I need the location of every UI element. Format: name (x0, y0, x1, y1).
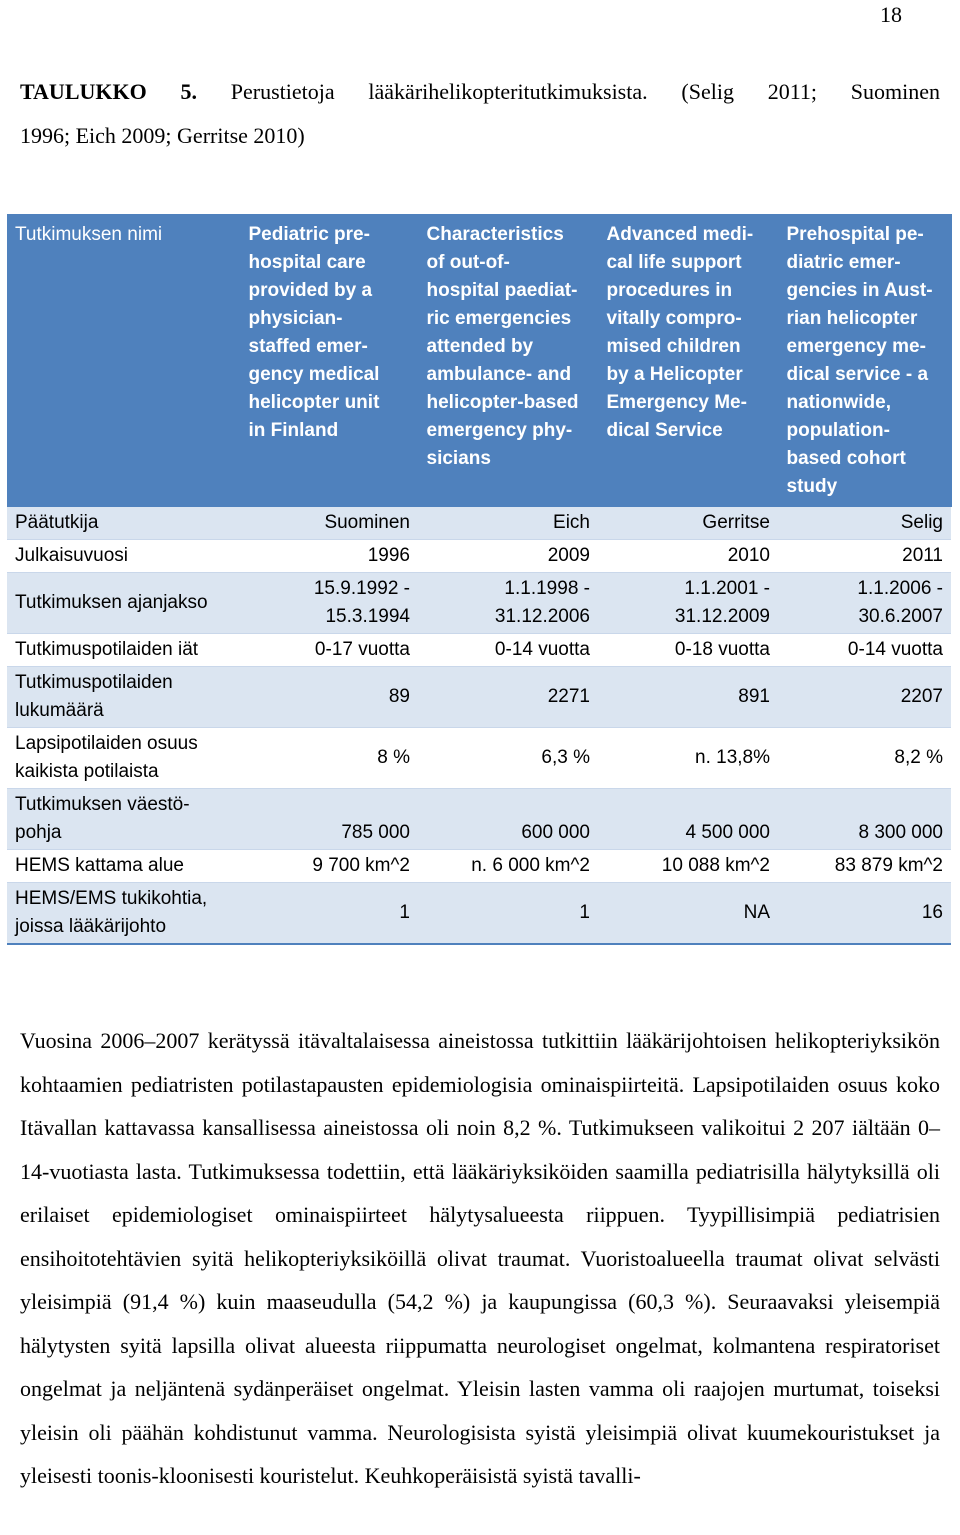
cell: 2010 (598, 540, 778, 573)
table-row (7, 789, 951, 850)
cell: 83 879 km^2 (778, 850, 951, 883)
cell: 1.1.2001 - 31.12.2009 (598, 573, 778, 634)
cell: 2271 (418, 667, 598, 728)
table-row (7, 850, 951, 883)
cell: 6,3 % (418, 728, 598, 789)
cell: 1 (240, 883, 418, 945)
caption-text-line2: 1996; Eich 2009; Gerritse 2010) (20, 123, 305, 148)
row-label-hems-area: HEMS kattama alue (7, 850, 240, 883)
cell: 0-14 vuotta (778, 634, 951, 667)
table-row (7, 728, 951, 789)
header-first-cell: Tutkimuksen nimi (7, 214, 240, 506)
cell: 600 000 (418, 789, 598, 850)
caption-label: TAULUKKO 5. (20, 79, 197, 104)
row-label-patient-ages: Tutkimuspotilaiden iät (7, 634, 240, 667)
cell: n. 6 000 km^2 (418, 850, 598, 883)
cell: 1.1.1998 - 31.12.2006 (418, 573, 598, 634)
row-label-population-base: Tutkimuksen väestö- pohja (7, 789, 240, 850)
cell: Eich (418, 506, 598, 540)
cell: 785 000 (240, 789, 418, 850)
cell: 2009 (418, 540, 598, 573)
page-number: 18 (880, 2, 902, 27)
cell: 10 088 km^2 (598, 850, 778, 883)
table-header-row (7, 214, 951, 506)
table-row (7, 883, 951, 945)
cell: 8 300 000 (778, 789, 951, 850)
cell: 2207 (778, 667, 951, 728)
cell: Selig (778, 506, 951, 540)
cell: 89 (240, 667, 418, 728)
header-study-eich: Characteristics of out-of- hospital paediat- ric emergencies attended by ambulance- and helicopter-based emergency phy- sicians (418, 214, 598, 506)
table-row (7, 667, 951, 728)
cell: 4 500 000 (598, 789, 778, 850)
cell: 16 (778, 883, 951, 945)
table-row (7, 540, 951, 573)
cell: Gerritse (598, 506, 778, 540)
cell: 0-14 vuotta (418, 634, 598, 667)
cell: 8,2 % (778, 728, 951, 789)
header-study-selig: Prehospital pe- diatric emer- gencies in Aust- rian helicopter emergency me- dical service - a nationwide, population- based cohort study (778, 214, 951, 506)
cell: 1996 (240, 540, 418, 573)
row-label-publication-year: Julkaisuvuosi (7, 540, 240, 573)
table-row (7, 506, 951, 540)
table-row (7, 573, 951, 634)
row-label-physician-bases: HEMS/EMS tukikohtia, joissa lääkärijohto (7, 883, 240, 945)
table-row (7, 634, 951, 667)
header-study-suominen: Pediatric pre- hospital care provided by a physician- staffed emer- gency medical helicopter unit in Finland (240, 214, 418, 506)
cell: 1 (418, 883, 598, 945)
table-caption (20, 70, 940, 158)
cell: 9 700 km^2 (240, 850, 418, 883)
cell: NA (598, 883, 778, 945)
body-text (20, 1019, 940, 1498)
body-paragraph: Vuosina 2006–2007 kerätyssä itävaltalaisessa aineistossa tutkittiin lääkärijohtoisen helikopteriyksikön kohtaamien pediatristen potilastapausten epidemiologisia ominaispiirteitä. Lapsipotilaiden osuus koko Itävallan kattavassa kansallisessa aineistossa oli noin 8,2 %. Tutkimukseen valikoitui 2 207 iältään 0–14-vuotiasta lasta. Tutkimuksessa todettiin, että lääkäriyksiköiden saamilla pediatrisilla hälytyksillä oli erilaiset epidemiologiset ominaispiirteet hälytysalueesta riippuen. Tyypillisimpiä pediatrisien ensihoitotehtävien syitä helikopteriyksiköillä olivat traumat. Vuoristoalueella traumat olivat selvästi yleisimpiä (91,4 %) kuin maaseudulla (54,2 %) ja kaupungissa (60,3 %). Seuraavaksi yleisempiä hälytysten syitä lapsilla olivat alueesta riippumatta neurologiset ongelmat, kolmantena respiratoriset ongelmat ja neljäntenä sydänperäiset ongelmat. Yleisin lasten vamma oli raajojen murtumat, toiseksi yleisin oli päähän kohdistunut vamma. Neurologisista syistä yleisimpiä olivat kuumekouristukset ja yleisesti toonis-kloonisesti kouristelut. Keuhkoperäisistä syistä tavalli- (20, 1028, 940, 1488)
study-comparison-table (7, 214, 952, 945)
cell: 891 (598, 667, 778, 728)
cell: 1.1.2006 - 30.6.2007 (778, 573, 951, 634)
cell: n. 13,8% (598, 728, 778, 789)
row-label-lead-author: Päätutkija (7, 506, 240, 540)
row-label-child-share: Lapsipotilaiden osuus kaikista potilaista (7, 728, 240, 789)
cell: 0-18 vuotta (598, 634, 778, 667)
cell: 15.9.1992 - 15.3.1994 (240, 573, 418, 634)
caption-text-line1: Perustietoja lääkärihelikopteritutkimuksista. (Selig 2011; Suominen (197, 79, 941, 104)
row-label-patient-count: Tutkimuspotilaiden lukumäärä (7, 667, 240, 728)
cell: 8 % (240, 728, 418, 789)
cell: 0-17 vuotta (240, 634, 418, 667)
cell: Suominen (240, 506, 418, 540)
row-label-study-period: Tutkimuksen ajanjakso (7, 573, 240, 634)
header-study-gerritse: Advanced medi- cal life support procedures in vitally compro- mised children by a Helicopter Emergency Me- dical Service (598, 214, 778, 506)
cell: 2011 (778, 540, 951, 573)
